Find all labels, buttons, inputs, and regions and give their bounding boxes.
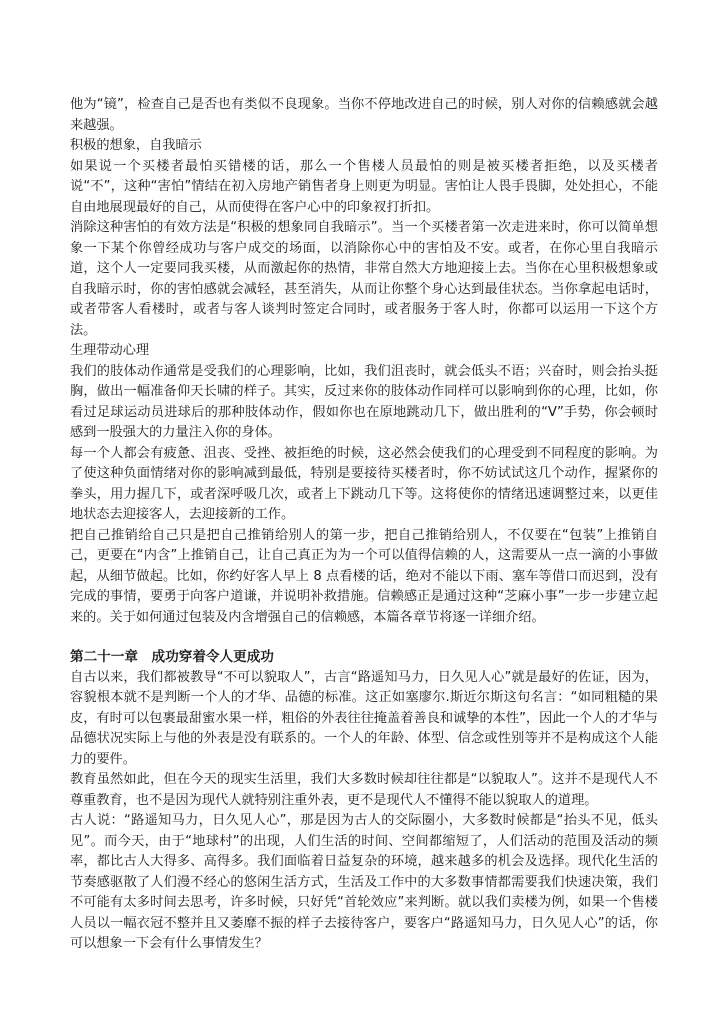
paragraph-modern-reality: 教育虽然如此，但在今天的现实生活里，我们大多数时候却往往都是“以貌取人”。这并不是现代人不尊重教育，也不是因为现代人就特别注重外表，更不是现代人不懂得不能以貌取人的道理。: [70, 772, 658, 808]
paragraph-negative-emotions: 每一个人都会有疲惫、沮丧、受挫、被拒绝的时候，这必然会使我们的心理受到不同程度的影响。为了使这种负面情绪对你的影响减到最低，特别是要接待买楼者时，你不妨试试这几个动作，握紧你的拳头，用力握几下，或者深呼吸几次，或者上下跳动几下等。这将使你的情绪迅速调整过来，以更佳地状态去迎接客人，去迎接新的工作。: [70, 445, 658, 522]
subheading-physiology: 生理带动心理: [70, 343, 150, 358]
paragraph-fear-of-rejection: 如果说一个买楼者最怕买错楼的话，那么一个售楼人员最怕的则是被买楼者拒绝，以及买楼者说“不”，这种“害怕”情结在初入房地产销售者身上则更为明显。害怕让人畏手畏脚，处处担心，不能自由地展现最好的自己，从而使得在客户心中的印象衩打折扣。: [70, 158, 658, 215]
paragraph-self-suggestion: 消除这种害怕的有效方法是“积极的想象同自我暗示”。当一个买楼者第一次走进来时，你可以简单想象一下某个你曾经成功与客户成交的场面，以消除你心中的害怕及不安。或者，在你心里自我暗示道，这个人一定要同我买楼，从而激起你的热情，非常自然大方地迎接上去。当你在心里积极想象或自我暗示时，你的害怕感就会减轻，甚至消失，从而让你整个身心达到最佳状态。当你拿起电话时，或者带客人看楼时，或者与客人谈判时签定合同时，或者服务于客人时，你都可以运用一下这个方法。: [70, 220, 658, 338]
paragraph-appearance-judgement: 自古以来，我们都被教导“不可以貌取人”，古言“路遥知马力，日久见人心”就是最好的佐证，因为，容貌根本就不是判断一个人的才华、品德的标准。这正如塞廖尔.斯近尔斯这句名言：“如同粗糙的果皮，有时可以包裹最甜蜜水果一样，粗俗的外表往往掩盖着善良和诚挚的本性”，因此一个人的才华与品德状况实际上与他的外表是没有联系的。一个人的年龄、体型、信念或性别等并不是构成这个人能力的要件。: [70, 669, 658, 767]
chapter-title: 第二十一章 成功穿着令人更成功: [70, 649, 274, 665]
document-page: [70, 95, 658, 955]
paragraph-first-impression: 古人说：“路遥知马力，日久见人心”，那是因为古人的交际圈小，大多数时候都是“抬头不见，低头见”。而今天，由于“地球村”的出现，人们生活的时间、空间都缩短了，人们活动的范围及活动的频率，都比古人大得多、高得多。我们面临着日益复杂的环境，越来越多的机会及选择。现代化生活的节奏感驱散了人们漫不经心的悠闲生活方式，生活及工作中的大多数事情都需要我们快速决策，我们不可能有太多时间去思考，许多时候，只好凭“首轮效应”来判断。就以我们卖楼为例，如果一个售楼人员以一幅衣冠不整并且又萎靡不振的样子去接待客户，要客户“路遥知马力，日久见人心”的话，你可以想象一下会有什么事情发生？: [70, 813, 658, 951]
subheading-positive-imagination: 积极的想象，自我暗示: [70, 138, 202, 153]
paragraph-body-language: 我们的肢体动作通常是受我们的心理影响，比如，我们沮丧时，就会低头不语；兴奋时，则会抬头挺胸，做出一幅准备仰天长啸的样子。其实，反过来你的肢体动作同样可以影响到你的心理，比如，你看过足球运动员进球后的那种肢体动作，假如你也在原地跳动几下，做出胜利的“V”手势，你会顿时感到一股强大的力量注入你的身体。: [70, 363, 658, 440]
paragraph-self-promotion: 把自己推销给自己只是把自己推销给别人的第一步，把自己推销给别人，不仅要在“包装”上推销自己，更要在“内含”上推销自己，让自己真正为为一个可以值得信赖的人，这需要从一点一滴的小事做起，从细节做起。比如，你约好客人早上 8 点看楼的话，绝对不能以下雨、塞车等借口而迟到，没有完成的事情，要勇于向客户道谦，并说明补救措施。信赖感正是通过这种“芝麻小事”一步一步建立起来的。关于如何通过包装及内含增强自己的信赖感，本篇各章节将逐一详细介绍。: [70, 527, 658, 625]
paragraph-trust: 他为“镜”，检查自己是否也有类似不良现象。当你不停地改进自己的时候，别人对你的信赖感就会越来越强。: [70, 97, 658, 133]
